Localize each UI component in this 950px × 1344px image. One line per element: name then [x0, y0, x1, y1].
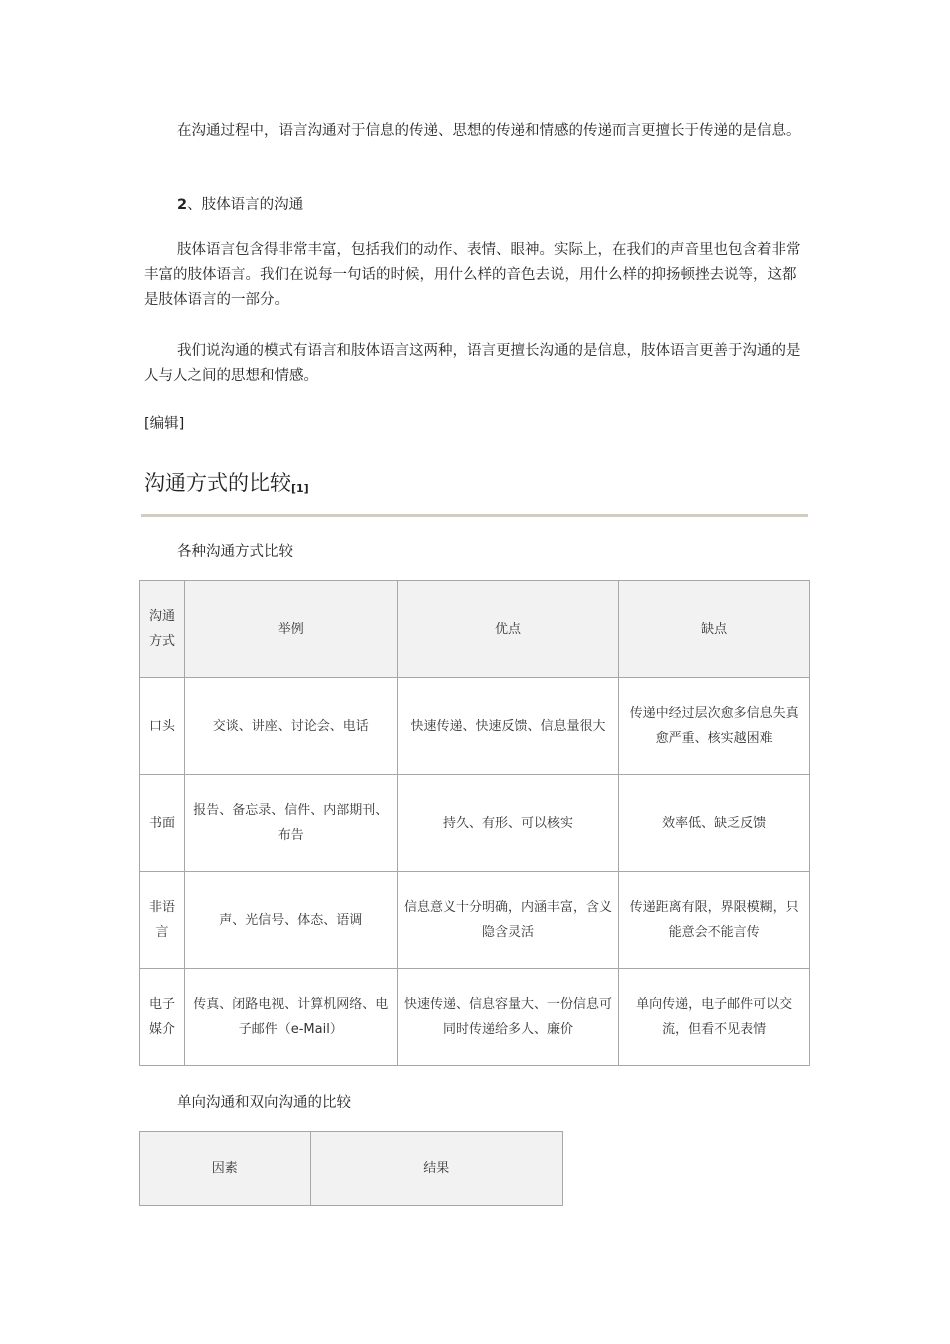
table-row	[140, 872, 810, 969]
table-cell: 传真、闭路电视、计算机网络、电子邮件（e-Mail）	[184, 969, 397, 1066]
header-cell-disadvantage: 缺点	[619, 581, 810, 678]
table-cell: 声、光信号、体态、语调	[184, 872, 397, 969]
table-cell: 持久、有形、可以核实	[397, 775, 619, 872]
header-cell-factor: 因素	[140, 1132, 311, 1206]
table-cell: 单向传递，电子邮件可以交流，但看不见表情	[619, 969, 810, 1066]
table-header-row	[140, 1132, 563, 1206]
table-row	[140, 775, 810, 872]
table1-caption: 各种沟通方式比较	[177, 544, 293, 560]
one-way-two-way-table	[139, 1131, 563, 1206]
table-row	[140, 678, 810, 775]
table-cell: 传递距离有限，界限模糊，只能意会不能言传	[619, 872, 810, 969]
section-title: 沟通方式的比较	[144, 471, 291, 495]
edit-link[interactable]: [编辑]	[144, 416, 185, 432]
section-heading	[144, 467, 309, 505]
header-cell-advantage: 优点	[397, 581, 619, 678]
table-cell: 非语言	[140, 872, 185, 969]
table-cell: 电子媒介	[140, 969, 185, 1066]
table-header-row	[140, 581, 810, 678]
communication-methods-table	[139, 580, 810, 1066]
table2-caption: 单向沟通和双向沟通的比较	[177, 1095, 351, 1111]
table-cell: 快速传递、信息容量大、一份信息可同时传递给多人、廉价	[397, 969, 619, 1066]
table-cell: 快速传递、快速反馈、信息量很大	[397, 678, 619, 775]
reference-link[interactable]: [1]	[291, 482, 309, 495]
section-divider	[141, 514, 808, 517]
table-cell: 报告、备忘录、信件、内部期刊、布告	[184, 775, 397, 872]
paragraph-3: 我们说沟通的模式有语言和肢体语言这两种，语言更擅长沟通的是信息，肢体语言更善于沟通的是人与人之间的思想和情感。	[144, 343, 801, 384]
paragraph-1: 在沟通过程中，语言沟通对于信息的传递、思想的传递和情感的传递而言更擅长于传递的是信息。	[177, 123, 801, 139]
table-cell: 口头	[140, 678, 185, 775]
table-cell: 交谈、讲座、讨论会、电话	[184, 678, 397, 775]
subheading-number: 2	[177, 197, 188, 213]
paragraph-2: 肢体语言包含得非常丰富，包括我们的动作、表情、眼神。实际上，在我们的声音里也包含着非常丰富的肢体语言。我们在说每一句话的时候，用什么样的音色去说，用什么样的抑扬顿挫去说等，这都是肢体语言的一部分。	[144, 242, 801, 308]
table-cell: 信息意义十分明确，内涵丰富，含义隐含灵活	[397, 872, 619, 969]
subheading-text: 、肢体语言的沟通	[187, 197, 304, 213]
table-cell: 传递中经过层次愈多信息失真愈严重、核实越困难	[619, 678, 810, 775]
header-cell-result: 结果	[310, 1132, 562, 1206]
subheading-body-language	[177, 193, 303, 218]
table-row	[140, 969, 810, 1066]
header-cell-method: 沟通方式	[140, 581, 185, 678]
table-cell: 书面	[140, 775, 185, 872]
table-cell: 效率低、缺乏反馈	[619, 775, 810, 872]
header-cell-example: 举例	[184, 581, 397, 678]
